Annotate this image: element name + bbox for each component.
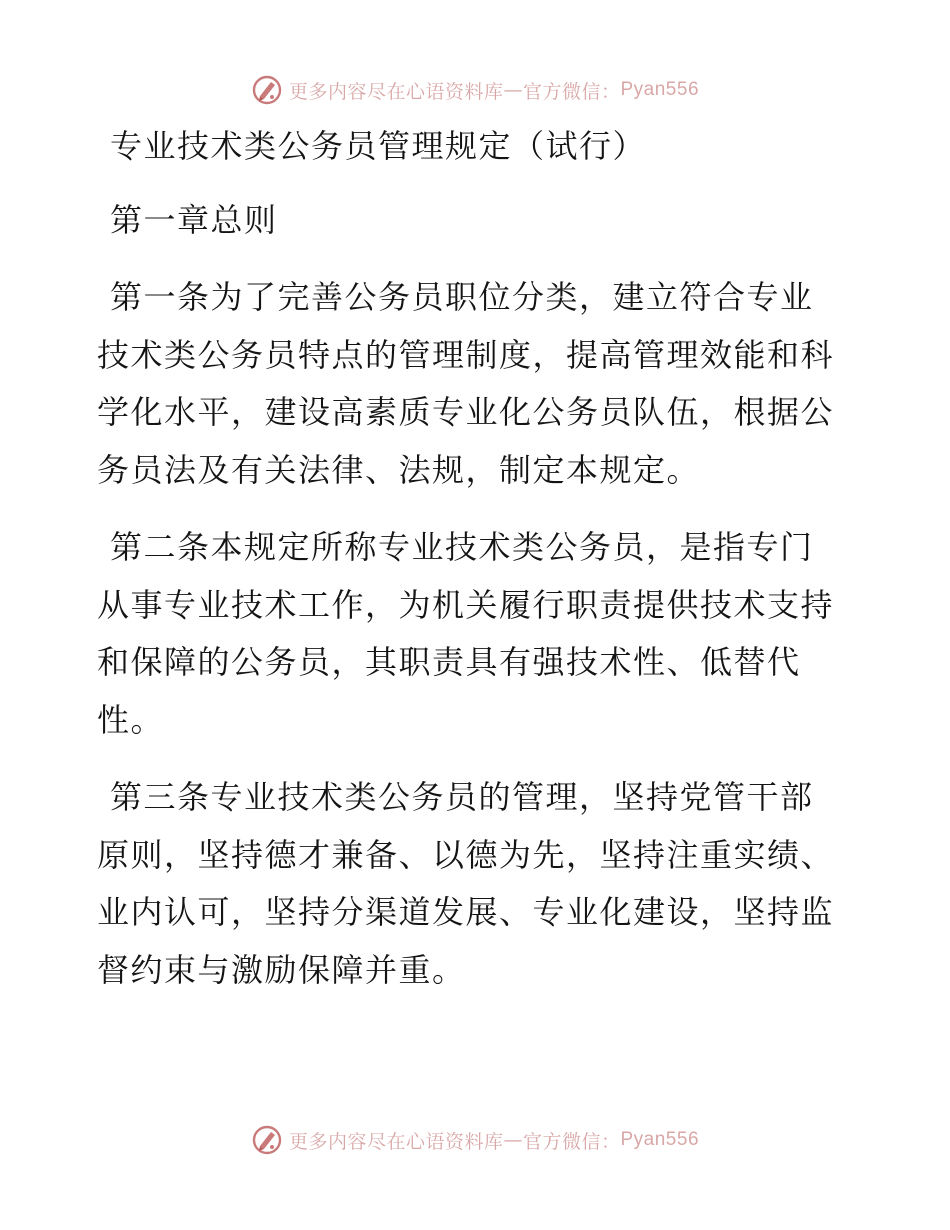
article-1	[97, 269, 867, 499]
watermark-id: Pyan556	[620, 79, 700, 100]
pen-logo-icon	[251, 74, 283, 106]
document-title: 专业技术类公务员管理规定（试行）	[110, 127, 647, 165]
watermark-suffix: 官方微信：	[522, 80, 621, 103]
article-1-line-1: 第一条为了完善公务员职位分类，建立符合专业	[110, 278, 814, 316]
article-2-line-3: 和保障的公务员，其职责具有强技术性、低替代	[97, 643, 801, 681]
article-2-line-1: 第二条本规定所称专业技术类公务员，是指专门	[110, 528, 814, 566]
watermark-id: Pyan556	[620, 1129, 700, 1150]
article-2-line-2: 从事专业技术工作，为机关履行职责提供技术支持	[97, 585, 835, 624]
article-3-line-3: 业内认可，坚持分渠道发展、专业化建设，坚持监	[97, 893, 835, 931]
article-3	[97, 769, 867, 999]
article-3-line-4: 督约束与激励保障并重。	[97, 950, 466, 989]
article-1-line-3: 学化水平，建设高素质专业化公务员队伍，根据公	[97, 393, 835, 431]
chapter-heading: 第一章总则	[110, 200, 278, 239]
watermark-text: 更多内容尽在心语资料库	[288, 1130, 504, 1153]
article-3-line-2: 原则，坚持德才兼备、以德为先，坚持注重实绩、	[97, 835, 835, 874]
document-body	[97, 118, 867, 999]
watermark-separator: —	[503, 1129, 523, 1151]
pen-logo-icon	[251, 1124, 283, 1156]
watermark-separator: —	[503, 79, 523, 101]
watermark-text: 更多内容尽在心语资料库	[288, 80, 504, 103]
article-3-line-1: 第三条专业技术类公务员的管理，坚持党管干部	[110, 778, 814, 816]
article-1-line-4: 务员法及有关法律、法规，制定本规定。	[97, 450, 701, 489]
article-2	[97, 519, 867, 749]
article-2-line-4: 性。	[97, 700, 165, 739]
watermark-header	[0, 70, 950, 110]
article-1-line-2: 技术类公务员特点的管理制度，提高管理效能和科	[97, 335, 835, 374]
watermark-suffix: 官方微信：	[522, 1130, 621, 1153]
watermark-footer	[0, 1120, 950, 1160]
